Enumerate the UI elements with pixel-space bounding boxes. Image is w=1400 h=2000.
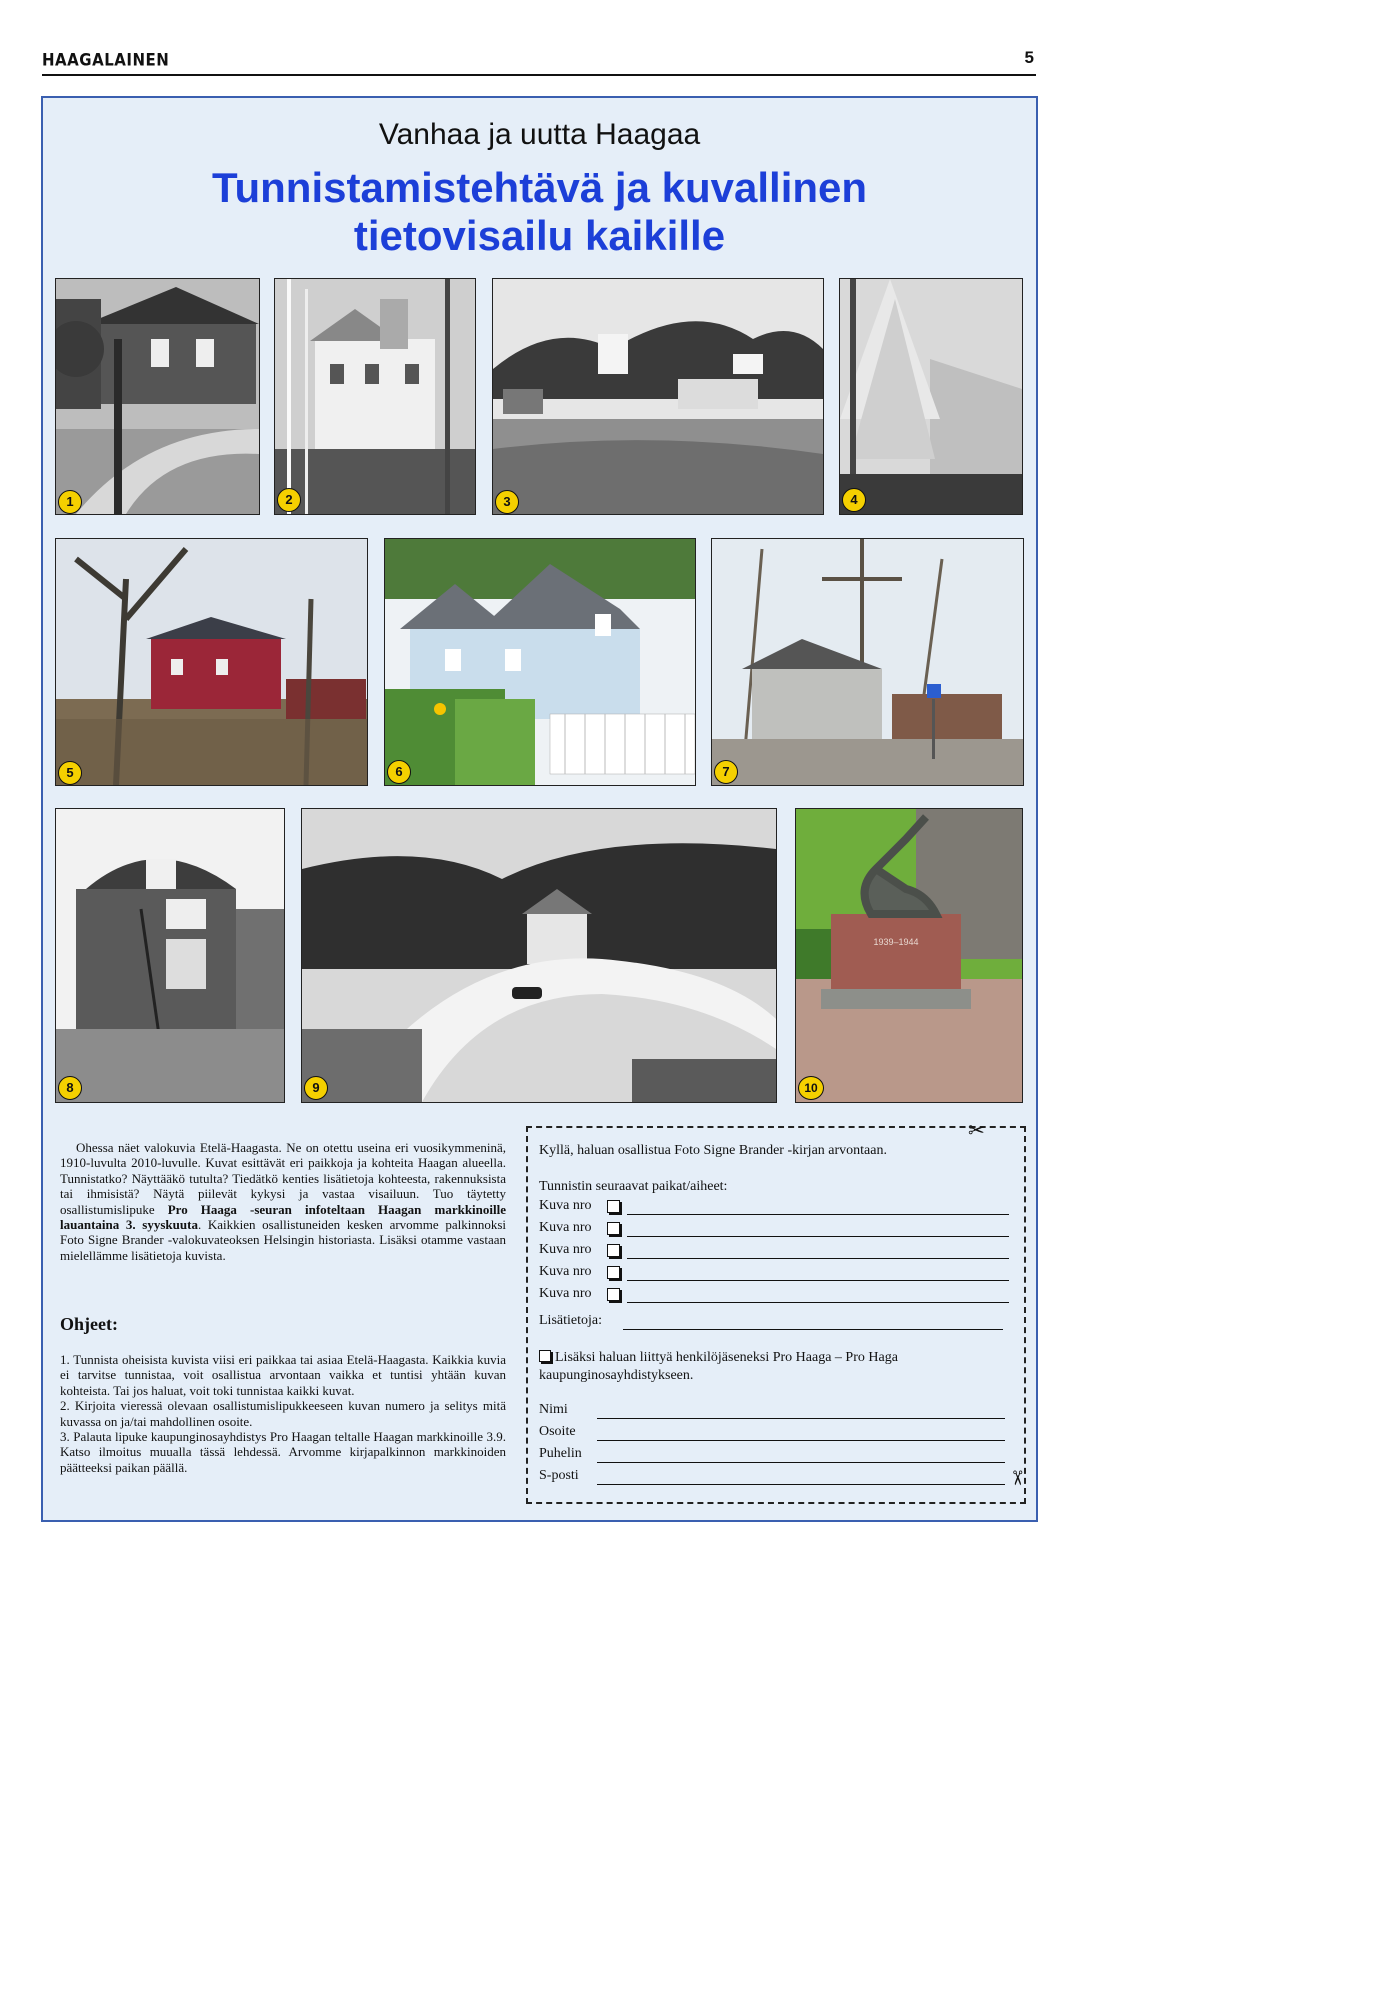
answer-line[interactable] xyxy=(627,1214,1009,1215)
photo-number-badge: 8 xyxy=(58,1076,82,1100)
photo-6 xyxy=(384,538,696,786)
coupon-image-row[interactable] xyxy=(539,1286,1009,1306)
answer-line[interactable] xyxy=(627,1280,1009,1281)
photo-number-badge: 7 xyxy=(714,760,738,784)
photo-4 xyxy=(839,278,1023,515)
answer-line[interactable] xyxy=(627,1258,1009,1259)
instruction-item: 3. Palauta lipuke kaupunginosayhdistys Pro Haagan teltalle Haagan markkinoille 3.9. Katso ilmoitus muualla tässä lehdessä. Arvomme kirjapalkinnon markkinoiden päätteeksi paikan päällä. xyxy=(60,1429,506,1475)
instruction-item: 1. Tunnista oheisista kuvista viisi eri paikkaa tai asiaa Etelä-Haagasta. Kaikkia kuvia ei tarvitse tunnistaa, voit osallistua arvontaan vaikka et tuntisi yhtään kuvan kohteista. Tai jos haluat, voit toki tunnistaa kaikki kuvat. xyxy=(60,1352,506,1398)
field-label: S-posti xyxy=(539,1468,579,1483)
membership-option[interactable] xyxy=(539,1349,1017,1385)
photo-number-badge: 4 xyxy=(842,488,866,512)
article-kicker: Vanhaa ja uutta Haagaa xyxy=(378,118,701,151)
coupon-email-row[interactable] xyxy=(539,1468,1005,1488)
field-label: Nimi xyxy=(539,1402,568,1417)
phone-line[interactable] xyxy=(597,1462,1005,1463)
intro-paragraph xyxy=(60,1140,506,1263)
photo-5 xyxy=(55,538,368,786)
extra-info-line[interactable] xyxy=(623,1329,1003,1330)
address-line[interactable] xyxy=(597,1440,1005,1441)
image-number-label: Kuva nro xyxy=(539,1286,592,1301)
memorial-plaque-text: 1939–1944 xyxy=(873,937,919,947)
photo-number-badge: 9 xyxy=(304,1076,328,1100)
answer-line[interactable] xyxy=(627,1302,1009,1303)
extra-info-label: Lisätietoja: xyxy=(539,1313,602,1328)
coupon-extra-info-row[interactable] xyxy=(539,1313,1003,1333)
coupon-intro: Kyllä, haluan osallistua Foto Signe Brander -kirjan arvontaan. xyxy=(539,1143,887,1158)
coupon-image-row[interactable] xyxy=(539,1198,1009,1218)
photo-number-badge: 10 xyxy=(798,1076,824,1100)
page-number: 5 xyxy=(1024,48,1034,67)
instructions-title: Ohjeet: xyxy=(60,1314,118,1334)
answer-line[interactable] xyxy=(627,1236,1009,1237)
checkbox-icon[interactable] xyxy=(539,1350,551,1362)
intro-bold-text: Pro Haaga -seuran infoteltaan Haagan markkinoille lauantaina 3. syyskuuta xyxy=(60,1201,507,1233)
scissors-icon: ✂ xyxy=(968,1118,985,1142)
photo-number-badge: 6 xyxy=(387,760,411,784)
image-number-label: Kuva nro xyxy=(539,1220,592,1235)
checkbox-icon[interactable] xyxy=(607,1288,620,1301)
coupon-phone-row[interactable] xyxy=(539,1446,1005,1466)
intro-text: Ohessa näet valokuvia Etelä-Haagasta. Ne on otettu useina eri vuosikymmeninä, 1910-luvulta 2010-luvulle. Kuvat esittävät eri paikkoja ja kohteita Haagan alueella. Tunnistatko? Näyttääkö tutulta? Tiedätkö kenties lisätietoja kohteesta, rakennuksista tai ihmisistä? Näytä piilevät kykysi ja vastaa visailuun. Tuo täytetty osallistumislipuke xyxy=(60,1140,506,1217)
coupon-address-row[interactable] xyxy=(539,1424,1005,1444)
headline-line-2: tietovisailu kaikille xyxy=(353,212,726,259)
instruction-item: 2. Kirjoita vieressä olevaan osallistumislipukkeeseen kuvan numero ja selitys mitä kuvassa on ja/tai mahdollinen osoite. xyxy=(60,1398,506,1429)
scissors-icon: ✂ xyxy=(1005,1469,1030,1487)
coupon-identified-heading: Tunnistin seuraavat paikat/aiheet: xyxy=(539,1179,728,1194)
photo-number-badge: 2 xyxy=(277,488,301,512)
photo-1 xyxy=(55,278,260,515)
image-number-label: Kuva nro xyxy=(539,1242,592,1257)
photo-number-badge: 5 xyxy=(58,761,82,785)
article-headline xyxy=(43,164,1036,260)
checkbox-icon[interactable] xyxy=(607,1200,620,1213)
photo-10 xyxy=(795,808,1023,1103)
photo-number-badge: 1 xyxy=(58,490,82,514)
coupon-image-row[interactable] xyxy=(539,1220,1009,1240)
coupon-image-row[interactable] xyxy=(539,1264,1009,1284)
intro-text-end: . Kaikkien osallistuneiden kesken arvomme palkinnoksi Foto Signe Brander -valokuvateoksen Helsingin historiasta. Lisäksi otamme vastaan mielellämme lisätietoja kuvista. xyxy=(60,1217,506,1263)
masthead xyxy=(42,48,1036,76)
photo-3 xyxy=(492,278,824,515)
coupon-image-row[interactable] xyxy=(539,1242,1009,1262)
photo-8 xyxy=(55,808,285,1103)
photo-number-badge: 3 xyxy=(495,490,519,514)
image-number-label: Kuva nro xyxy=(539,1198,592,1213)
checkbox-icon[interactable] xyxy=(607,1266,620,1279)
photo-9 xyxy=(301,808,777,1103)
publication-name: HAAGALAINEN xyxy=(42,50,170,70)
email-line[interactable] xyxy=(597,1484,1005,1485)
photo-7 xyxy=(711,538,1024,786)
photo-2 xyxy=(274,278,476,515)
membership-text: Lisäksi haluan liittyä henkilöjäseneksi Pro Haaga – Pro Haga kaupunginosayhdistykseen. xyxy=(539,1350,898,1383)
field-label: Puhelin xyxy=(539,1446,582,1461)
checkbox-icon[interactable] xyxy=(607,1244,620,1257)
coupon-name-row[interactable] xyxy=(539,1402,1005,1422)
image-number-label: Kuva nro xyxy=(539,1264,592,1279)
instructions-list xyxy=(60,1352,506,1475)
checkbox-icon[interactable] xyxy=(607,1222,620,1235)
name-line[interactable] xyxy=(597,1418,1005,1419)
field-label: Osoite xyxy=(539,1424,576,1439)
headline-line-1: Tunnistamistehtävä ja kuvallinen xyxy=(211,164,868,211)
